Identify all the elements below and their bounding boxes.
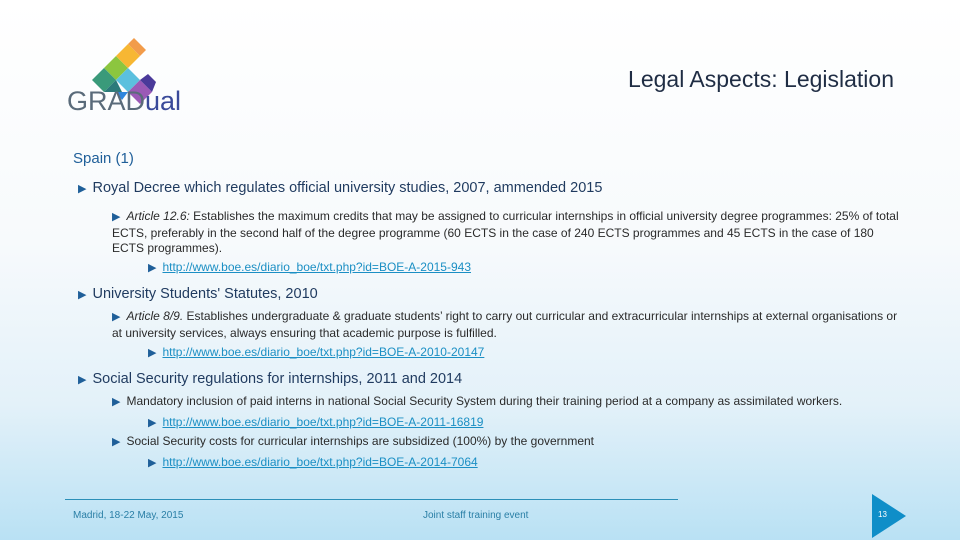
footer-event: Joint staff training event bbox=[423, 510, 529, 521]
bullet-triangle-icon: ▶ bbox=[78, 183, 87, 195]
section-subtitle: Spain (1) bbox=[73, 150, 134, 167]
boe-link-2014-7064[interactable]: http://www.boe.es/diario_boe/txt.php?id=BOE-A-2014-7064 bbox=[162, 455, 478, 469]
bullet-article-12-6: ▶ Article 12.6: Establishes the maximum credits that may be assigned to curricular internships in official university degree programmes: 25% of total ECTS, preferably in the second half of the degree programme (60 ECTS in the case of 240 ECTS programmes and 45 ECTS in the case of 180 ECTS programmes). bbox=[112, 209, 899, 255]
heading-student-statutes: ▶ University Students' Statutes, 2010 bbox=[78, 286, 318, 302]
bullet-article-8-9: ▶ Article 8/9. Establishes undergraduate & graduate students’ right to carry out curricular and extracurricular internships at external organisations or at university services, always ensuring that academic purpose is fulfilled. bbox=[112, 309, 898, 340]
heading-social-security: ▶ Social Security regulations for internships, 2011 and 2014 bbox=[78, 371, 463, 387]
bullet-triangle-icon: ▶ bbox=[148, 457, 157, 469]
bullet-triangle-icon: ▶ bbox=[78, 289, 87, 301]
bullet-triangle-icon: ▶ bbox=[78, 374, 87, 386]
bullet-triangle-icon: ▶ bbox=[112, 311, 121, 323]
boe-link-2011-16819[interactable]: http://www.boe.es/diario_boe/txt.php?id=BOE-A-2011-16819 bbox=[162, 415, 484, 429]
boe-link-2010-20147[interactable]: http://www.boe.es/diario_boe/txt.php?id=BOE-A-2010-20147 bbox=[162, 345, 485, 359]
page-number: 13 bbox=[878, 510, 887, 519]
logo-text: GRADual bbox=[67, 86, 182, 116]
slide-title: Legal Aspects: Legislation bbox=[628, 66, 894, 92]
link-item bbox=[148, 415, 483, 429]
bullet-triangle-icon: ▶ bbox=[112, 436, 121, 448]
bullet-social-security-costs: ▶ Social Security costs for curricular internships are subsidized (100%) by the government bbox=[112, 434, 595, 448]
footer-divider bbox=[65, 499, 678, 500]
link-item bbox=[148, 260, 471, 274]
bullet-triangle-icon: ▶ bbox=[148, 347, 157, 359]
bullet-triangle-icon: ▶ bbox=[148, 417, 157, 429]
bullet-triangle-icon: ▶ bbox=[148, 262, 157, 274]
link-item bbox=[148, 345, 484, 359]
footer-location-date: Madrid, 18-22 May, 2015 bbox=[73, 510, 184, 521]
bullet-triangle-icon: ▶ bbox=[112, 211, 121, 223]
boe-link-2015-943[interactable]: http://www.boe.es/diario_boe/txt.php?id=BOE-A-2015-943 bbox=[162, 260, 471, 274]
bullet-mandatory-inclusion: ▶ Mandatory inclusion of paid interns in national Social Security System during their training period at a company as assimilated workers. bbox=[112, 394, 843, 408]
link-item bbox=[148, 455, 478, 469]
heading-royal-decree: ▶ Royal Decree which regulates official university studies, 2007, ammended 2015 bbox=[78, 180, 603, 196]
bullet-triangle-icon: ▶ bbox=[112, 396, 121, 408]
